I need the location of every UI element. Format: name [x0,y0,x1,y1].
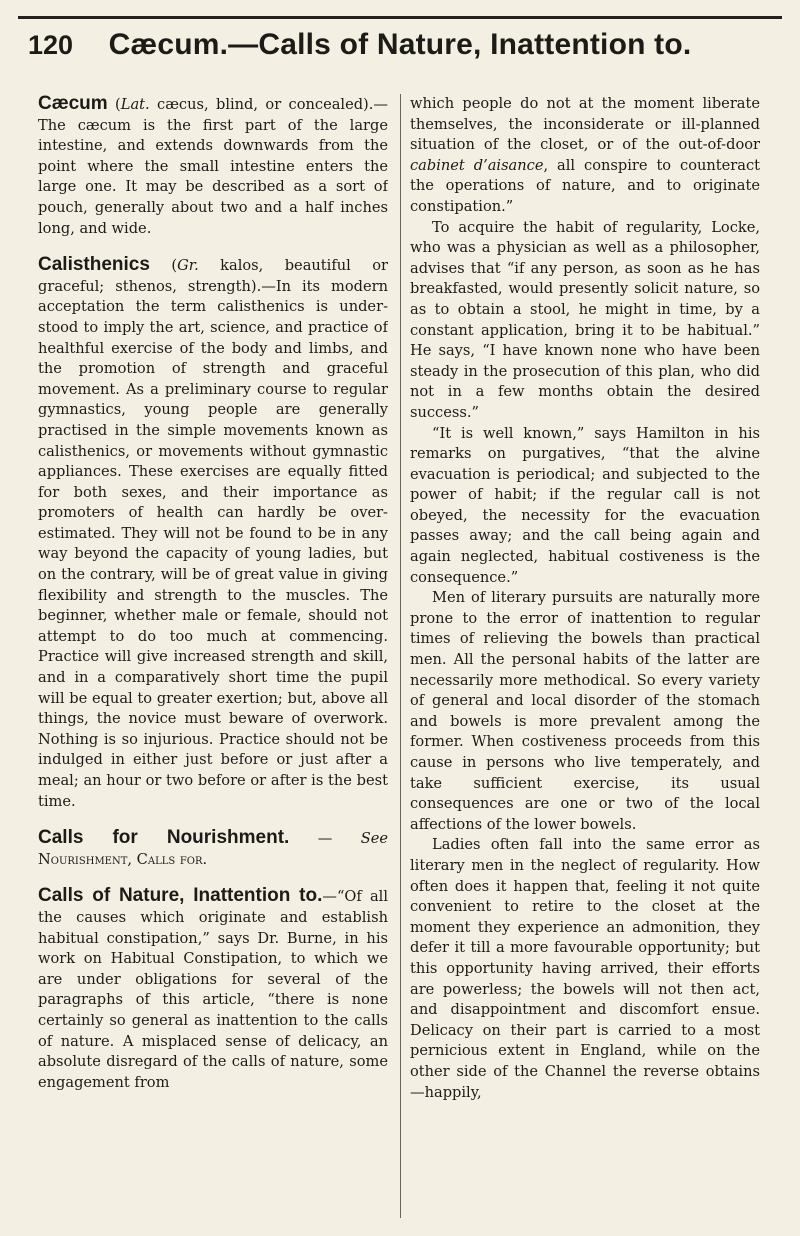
paragraph-locke: To acquire the habit of regularity, Locke, who was a physician as well as a philosopher, advises that “if any person, as soon as he has breakfasted, would presently solicit nature, so as to obtain a stool, he might in time, by a constant application, bring it to be habitual.” He says, “I have known none who have been steady in the prosecution of this plan, who did not in a few months obtain the desired success.” [410,218,760,421]
entry-calisthenics [38,255,388,812]
entry-calls-of-nature [38,886,388,1093]
italic-phrase: cabinet d’aisance [410,156,544,174]
column-divider [400,94,401,1218]
cross-reference: Nourishment, Calls for. [38,850,208,868]
etymology: cæcus, blind, or concealed). [149,96,374,113]
page-title: Cæcum.—Calls of Nature, Inattention to. [108,28,692,61]
headword-caecum: Cæcum [38,94,108,114]
headword-calls-of-nature: Calls of Nature, Inattention to. [38,885,323,907]
etym-language: Gr. [177,257,199,275]
entry-body: —The cæcum is the first part of the large intestine, and extends downwards from the point where the small intestine enters the large one. It may be described as a sort of pouch, generally about two and a half inches long, and wide. [38,96,388,237]
etym-open: ( [149,257,178,275]
paragraph-continuation [410,94,760,218]
page-number: 120 [28,30,74,60]
right-column [410,94,760,1216]
paragraph-literary-men: Men of literary pursuits are naturally more prone to the error of inattention to regular times of relieving the bowels than practical men. All the personal habits of the latter are necessarily more methodical. So every variety of general and local disorder of the stomach and bowels is more prevalent among the former. When costiveness proceeds from this cause in persons who live temperately, and take sufficient exercise, its usual consequences are one or two of the local affections of the lower bowels. [410,589,760,833]
etym-open: ( [107,96,121,113]
left-column [38,94,388,1216]
text-segment: , all conspire to counteract the operations of nature, and to originate constipation.” [410,156,760,215]
headword-calisthenics: Calisthenics [38,254,150,276]
top-rule [18,16,782,19]
text-segment: which people do not at the moment liberate themselves, the inconsiderate or ill-planned situation of the closet, or of the out-of-door [410,95,760,154]
etymology: kalos, beautiful or graceful; sthenos, strength). [38,257,388,295]
etym-language: Lat. [120,96,150,113]
running-head [18,28,782,72]
entry-calls-for-nourishment [38,828,388,870]
see-reference-label: See [360,830,388,848]
dash: — [289,830,361,848]
entry-body: —In its modern acceptation the term calisthenics is understood to imply the art, science, and practice of healthful exercise of the body and limbs, and the promotion of strength and graceful movement. As a preliminary course to regular gymnastics, young people are generally practised in the simple movements known as calisthenics, or movements without gymnastic appliances. These exercises are equally fitted for both sexes, and their importance as promoters of health can hardly be over-estimated. They will not be found to be in any way beyond the capacity of young ladies, but on the contrary, will be of great value in giving flexibility and strength to the muscles. The beginner, whether male or female, should not attempt to do too much at commencing. Practice will give increased strength and skill, and in a comparatively short time the pupil will be equal to greater exertion; but, above all things, the novice must beware of overwork. Nothing is so injurious. Practice should not be indulged in either just before or just after a meal; an hour or two before or after is the best time. [38,277,388,810]
entry-body: —“Of all the causes which originate and establish habitual constipation,” says Dr. Burne, in his work on Habitual Constipation, to which we are under obligations for several of the paragraphs of this article, “there is none certainly so general as inattention to the calls of nature. A misplaced sense of delicacy, an absolute disregard of the calls of nature, some engagement from [38,888,388,1091]
paragraph-ladies: Ladies often fall into the same error as literary men in the neglect of regularity. How often does it happen that, feeling it not quite convenient to retire to the closet at the moment they experience an admonition, they defer it till a more favourable opportunity; but this opportunity having arrived, their efforts are powerless; the bowels will not then act, and disappointment and discomfort ensue. Delicacy on their part is carried to a most pernicious extent in England, while on the other side of the Channel the reverse obtains—happily, [410,836,760,1101]
entry-caecum [38,94,388,239]
headword-calls-for-nourishment: Calls for Nourishment. [38,827,290,849]
paragraph-hamilton: “It is well known,” says Hamilton in his remarks on purgatives, “that the alvine evacuation is periodical; and subjected to the power of habit; if the regular call is not obeyed, the necessity for the evacuation passes away; and the call being again and again neglected, habitual costiveness is the consequence.” [410,424,760,586]
